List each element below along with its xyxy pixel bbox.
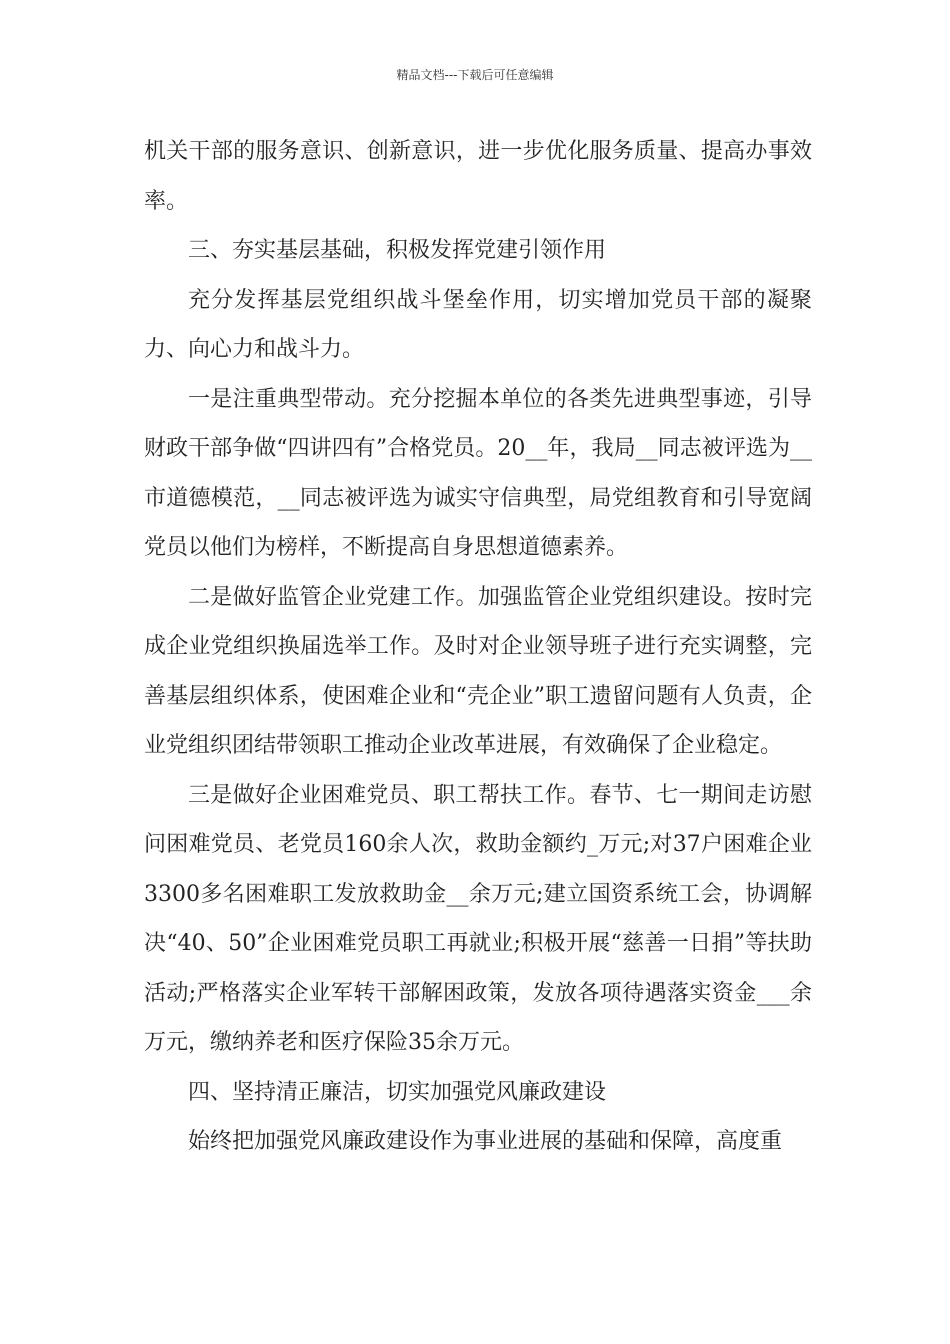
section-heading-4: 四、坚持清正廉洁，切实加强党风廉政建设 xyxy=(188,1079,607,1105)
document-body xyxy=(144,127,812,1167)
paragraph-2: 充分发挥基层党组织战斗堡垒作用，切实增加党员干部的凝聚力、向心力和战斗力。 xyxy=(144,287,812,362)
section-heading-3: 三、夯实基层基础，积极发挥党建引领作用 xyxy=(188,238,607,263)
paragraph-3: 一是注重典型带动。充分挖掘本单位的各类先进典型事迹，引导财政干部争做“四讲四有”合格党员。20__年，我局__同志被评选为__市道德模范，__同志被评选为诚实守信典型，局党组教育和引导宽阔党员以他们为榜样，不断提高自身思想道德素养。 xyxy=(144,386,812,560)
paragraph-4: 二是做好监管企业党建工作。加强监管企业党组织建设。按时完成企业党组织换届选举工作。及时对企业领导班子进行充实调整，完善基层组织体系，使困难企业和“壳企业”职工遗留问题有人负责，企业党组织团结带领职工推动企业改革进展，有效确保了企业稳定。 xyxy=(144,584,812,758)
page-header: 精品文档---下载后可任意编辑 xyxy=(396,68,554,82)
paragraph-6: 始终把加强党风廉政建设作为事业进展的基础和保障，高度重 xyxy=(188,1129,783,1154)
paragraph-1: 机关干部的服务意识、创新意识，进一步优化服务质量、提高办事效率。 xyxy=(144,139,812,214)
paragraph-5: 三是做好企业困难党员、职工帮扶工作。春节、七一期间走访慰问困难党员、老党员160余人次，救助金额约_万元;对37户困难企业3300多名困难职工发放救助金__余万元;建立国资系统工会，协调解决“40、50”企业困难党员职工再就业;积极开展“慈善一日捐”等扶助活动;严格落实企业军转干部解困政策，发放各项待遇落实资金___余万元，缴纳养老和医疗保险35余万元。 xyxy=(144,782,812,1055)
